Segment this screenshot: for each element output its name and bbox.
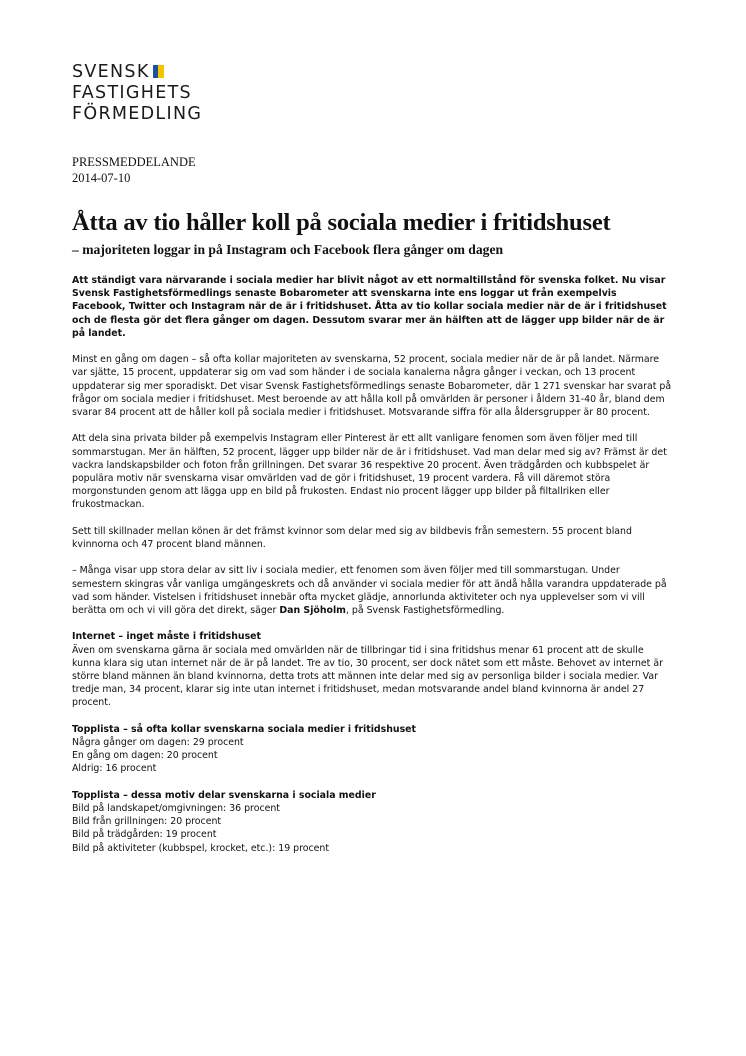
list-item: En gång om dagen: 20 procent	[72, 750, 218, 762]
paragraph-2: Att dela sina privata bilder på exempelvis Instagram eller Pinterest är ett allt vanligare fenomen som även följer med till sommarstugan. Mer än hälften, 52 procent, lägger upp bilder när de är i fritidshuset. Vad man delar med sig av? Främst är det vackra landskapsbilder och foton från grillningen. Det svarar 36 respektive 20 procent. Även trädgården och kubbspelet är populära motiv när svenskarna visar omvärlden vad de gör i fritidshuset, 19 procent vardera. Få vill däremot störa morgonstunden genom att lägga upp en bild på frukosten. Endast nio procent lägger upp bilder på filtallriken eller frukostmackan.	[72, 433, 667, 511]
toplist-motifs	[72, 789, 672, 855]
logo-text-line2: FASTIGHETS	[72, 83, 192, 103]
page-subtitle: – majoriteten loggar in på Instagram och Facebook flera gånger om dagen	[72, 242, 504, 257]
quote-text: – Många visar upp stora delar av sitt liv i sociala medier, ett fenomen som även följer med till sommarstugan. Under semestern skingras vår vanliga umgängeskrets och då använder vi sociala medier för att ändå hålla varandra uppdaterade på vad som händer. Vistelsen i fritidshuset innebär ofta mycket glädje, annorlunda aktiviteter och nya upplevelser som vi vill berätta om och vi vill göra det direkt, säger	[72, 565, 667, 617]
list-item: Några gånger om dagen: 29 procent	[72, 737, 244, 749]
toplist-frequency	[72, 723, 672, 776]
page-title: Åtta av tio håller koll på sociala medier i fritidshuset	[72, 209, 611, 236]
company-logo	[72, 62, 202, 125]
quote-tail: , på Svensk Fastighetsförmedling.	[345, 605, 505, 617]
logo-text-line3: FÖRMEDLING	[72, 104, 203, 124]
press-label: PRESSMEDDELANDE	[72, 155, 196, 169]
internet-section	[72, 630, 672, 709]
paragraph-3: Sett till skillnader mellan könen är det främst kvinnor som delar med sig av bildbevis från semestern. 55 procent bland kvinnorna och 47 procent bland männen.	[72, 525, 632, 551]
internet-heading: Internet – inget måste i fritidshuset	[72, 631, 261, 643]
toplist-motifs-heading: Topplista – dessa motiv delar svenskarna i sociala medier	[72, 789, 376, 801]
list-item: Bild på aktiviteter (kubbspel, krocket, etc.): 19 procent	[72, 842, 330, 854]
list-item: Bild på trädgården: 19 procent	[72, 829, 217, 841]
press-header	[72, 155, 196, 186]
press-date: 2014-07-10	[72, 170, 131, 185]
list-item: Aldrig: 16 procent	[72, 763, 157, 775]
list-item: Bild på landskapet/omgivningen: 36 procent	[72, 803, 280, 815]
toplist-frequency-heading: Topplista – så ofta kollar svenskarna sociala medier i fritidshuset	[72, 723, 416, 735]
quote-paragraph	[72, 564, 672, 617]
internet-text: Även om svenskarna gärna är sociala med omvärlden när de tillbringar tid i sina fritidshus menar 61 procent att de skulle kunna klara sig utan internet när de är på landet. Tre av tio, 30 procent, ser dock nätet som ett måste. Behovet av internet är större bland männen än bland kvinnorna, detta trots att männen inte delar med sig av personliga bilder i sociala medier. Var tredje man, 34 procent, klarar sig inte utan internet i fritidshuset, medan motsvarande andel bland kvinnorna är andel 27 procent.	[72, 644, 663, 709]
paragraph-1: Minst en gång om dagen – så ofta kollar majoriteten av svenskarna, 52 procent, sociala medier när de är på landet. Närmare var sjätte, 15 procent, uppdaterar sig om vad som händer i de sociala kanalerna några gånger i veckan, och 13 procent uppdaterar sig mer sporadiskt. Det visar Svensk Fastighetsförmedlings senaste Bobarometer, där 1 271 svenskar har svarat på frågor om sociala medier i fritidshuset. Mest beroende av att hålla koll på omvärlden är personer i åldern 31-40 år, bland dem svarar 84 procent att de håller koll på sociala medier i fritidshuset. Motsvarande siffra för alla åldersgrupper är 80 procent.	[72, 354, 672, 419]
lead-paragraph: Att ständigt vara närvarande i sociala medier har blivit något av ett normaltillstånd för svenska folket. Nu visar Svensk Fastighetsförmedlings senaste Bobarometer att svenskarna inte ens loggar ut från exempelvis Facebook, Twitter och Instagram när de är i fritidshuset. Åtta av tio kollar sociala medier när de är i fritidshuset och de flesta gör det flera gånger om dagen. Dessutom svarar mer än hälften att de lägger upp bilder när de är på landet.	[72, 275, 667, 339]
logo-text-line1: SVENSK	[72, 62, 150, 82]
quote-speaker: Dan Sjöholm	[279, 605, 346, 617]
article-body	[72, 274, 672, 868]
list-item: Bild från grillningen: 20 procent	[72, 816, 222, 828]
swedish-flag-icon	[153, 63, 164, 76]
